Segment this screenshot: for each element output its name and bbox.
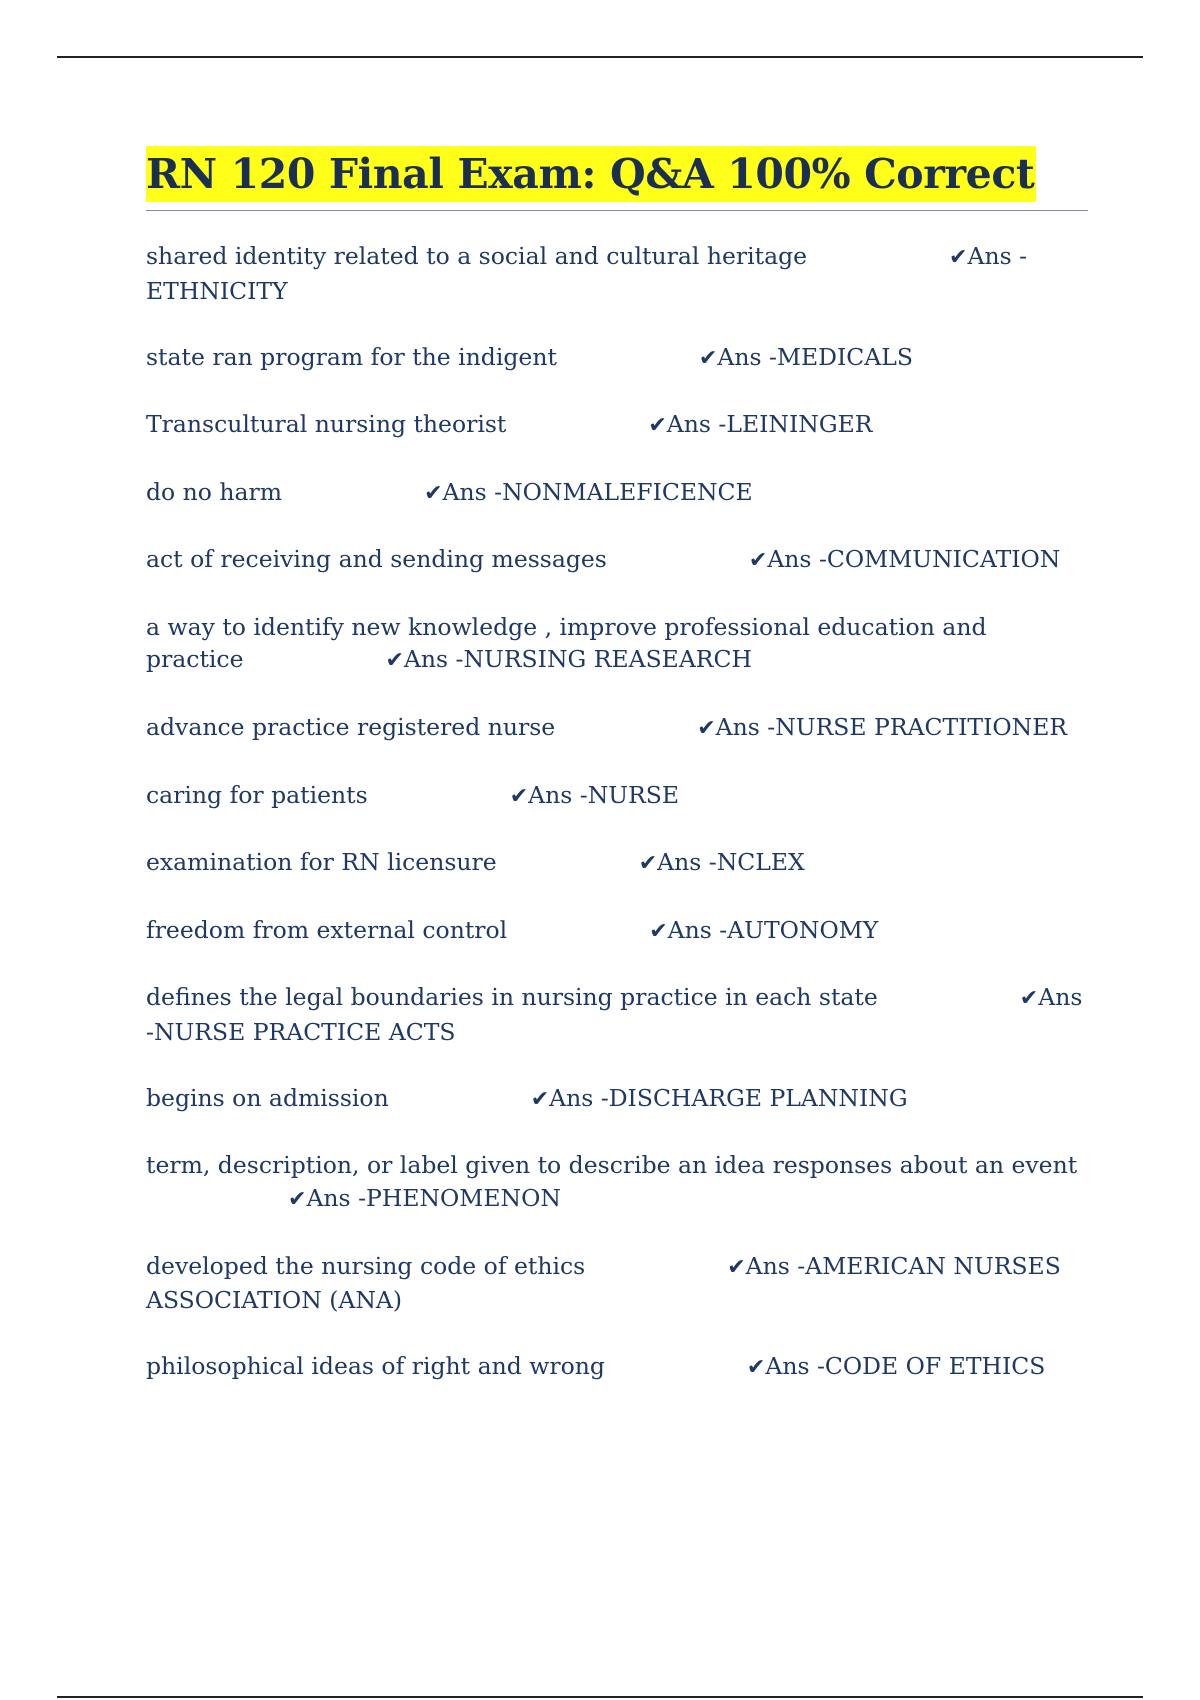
answer-text: Ans -NONMALEFICENCE [442,477,753,506]
checkmark-icon: ✔ [530,1086,550,1112]
answer-text: Ans -DISCHARGE PLANNING [549,1083,908,1112]
question-text: do no harm [146,477,283,506]
checkmark-icon: ✔ [288,1186,307,1212]
answer-text: Ans -AMERICAN NURSES ASSOCIATION (ANA) [146,1251,1061,1314]
question-text: state ran program for the indigent [146,342,557,371]
answer-text: Ans -NURSE PRACTICE ACTS [146,983,1083,1046]
header-rule [57,56,1143,58]
qa-item [146,611,1088,678]
checkmark-icon: ✔ [385,648,404,673]
qa-item [146,1082,1088,1116]
question-text: shared identity related to a social and cultural heritage [146,242,808,270]
checkmark-icon: ✔ [509,783,529,809]
question-text: caring for patients [146,780,368,809]
question-text: philosophical ideas of right and wrong [146,1352,605,1380]
answer-text: Ans -NURSE [528,780,680,809]
qa-item [146,981,1088,1048]
qa-list [146,240,1088,1418]
checkmark-icon: ✔ [424,480,443,506]
qa-item [146,1250,1088,1317]
checkmark-icon: ✔ [1019,986,1039,1011]
checkmark-icon: ✔ [746,1355,766,1380]
question-text: freedom from external control [146,915,508,944]
title-underline [146,210,1088,211]
qa-item [146,240,1088,307]
qa-item [146,543,1088,577]
qa-item [146,476,1088,510]
answer-text: Ans -NCLEX [657,848,805,876]
question-text: examination for RN licensure [146,848,497,876]
qa-item [146,711,1088,745]
checkmark-icon: ✔ [949,245,968,270]
qa-item [146,1350,1088,1384]
qa-item [146,341,1088,375]
answer-text: Ans -MEDICALS [717,342,913,371]
answer-text: Ans -LEININGER [666,410,873,438]
answer-text: Ans - ETHNICITY [146,242,1028,305]
question-text: advance practice registered nurse [146,713,556,741]
qa-item [146,408,1088,442]
answer-text: Ans -AUTONOMY [667,915,879,944]
question-text: a way to identify new knowledge , improve professional education and practice [146,612,987,673]
qa-item [146,1149,1088,1216]
question-text: act of receiving and sending messages [146,545,607,573]
checkmark-icon: ✔ [698,345,718,371]
qa-item [146,779,1088,813]
checkmark-icon: ✔ [648,413,667,438]
title-block [146,146,1088,202]
answer-text: Ans -COMMUNICATION [767,545,1061,573]
answer-text: Ans -PHENOMENON [306,1183,561,1212]
checkmark-icon: ✔ [748,548,768,573]
question-text: begins on admission [146,1083,389,1112]
checkmark-icon: ✔ [697,716,716,741]
question-text: Transcultural nursing theorist [146,410,507,438]
footer-rule [57,1696,1143,1698]
checkmark-icon: ✔ [649,918,668,944]
answer-text: Ans -CODE OF ETHICS [765,1352,1046,1380]
checkmark-icon: ✔ [638,851,658,876]
qa-item [146,914,1088,948]
answer-text: Ans -NURSE PRACTITIONER [715,713,1068,741]
document-title: RN 120 Final Exam: Q&A 100% Correct [146,146,1036,202]
qa-item [146,846,1088,880]
answer-text: Ans -NURSING REASEARCH [403,645,752,673]
question-text: developed the nursing code of ethics [146,1251,586,1280]
checkmark-icon: ✔ [727,1254,746,1280]
question-text: term, description, or label given to describe an idea responses about an event [146,1151,1078,1179]
question-text: defines the legal boundaries in nursing practice in each state [146,983,878,1011]
